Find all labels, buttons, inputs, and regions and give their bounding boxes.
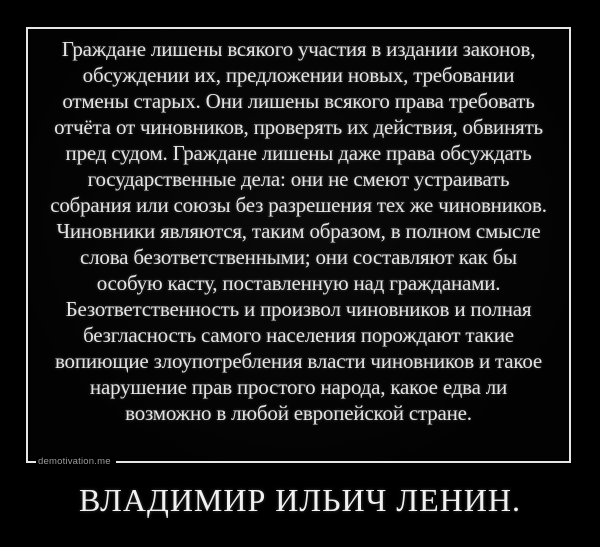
quote-line: возможно в любой европейской стране. — [125, 401, 472, 425]
watermark-text: demotivation.me — [36, 456, 116, 468]
quote-line: Безответственность и произвол чиновников и полная — [65, 297, 532, 321]
quote-line: отчёта от чиновников, проверять их действия, обвинять — [54, 115, 543, 139]
quote-line: пред судом. Граждане лишены даже права обсуждать — [65, 141, 532, 165]
poster-caption: ВЛАДИМИР ИЛЬИЧ ЛЕНИН. — [79, 482, 521, 518]
quote-line: Чиновники являются, таким образом, в полном смысле — [56, 219, 541, 243]
quote-line: Граждане лишены всякого участия в издании законов, — [61, 37, 536, 61]
quote-line: отмены старых. Они лишены всякого права требовать — [62, 89, 535, 113]
quote-line: безгласность самого населения порождают такие — [83, 323, 514, 347]
quote-line: нарушение прав простого народа, какое едва ли — [89, 375, 508, 399]
quote-line: обсуждении их, предложении новых, требовании — [82, 63, 515, 87]
quote-line: слова безответственными; они составляют как бы — [80, 245, 517, 269]
quote-text-block — [28, 29, 569, 461]
photo-frame — [26, 27, 571, 467]
quote-line: государственные дела: они не смеют устраивать — [87, 167, 510, 191]
quote-line: собрания или союзы без разрешения тех же чиновников. — [50, 193, 547, 217]
quote-line: особую касту, поставленную над гражданами. — [96, 271, 501, 295]
quote-line: вопиющие злоупотребления власти чиновников и такое — [54, 349, 543, 373]
